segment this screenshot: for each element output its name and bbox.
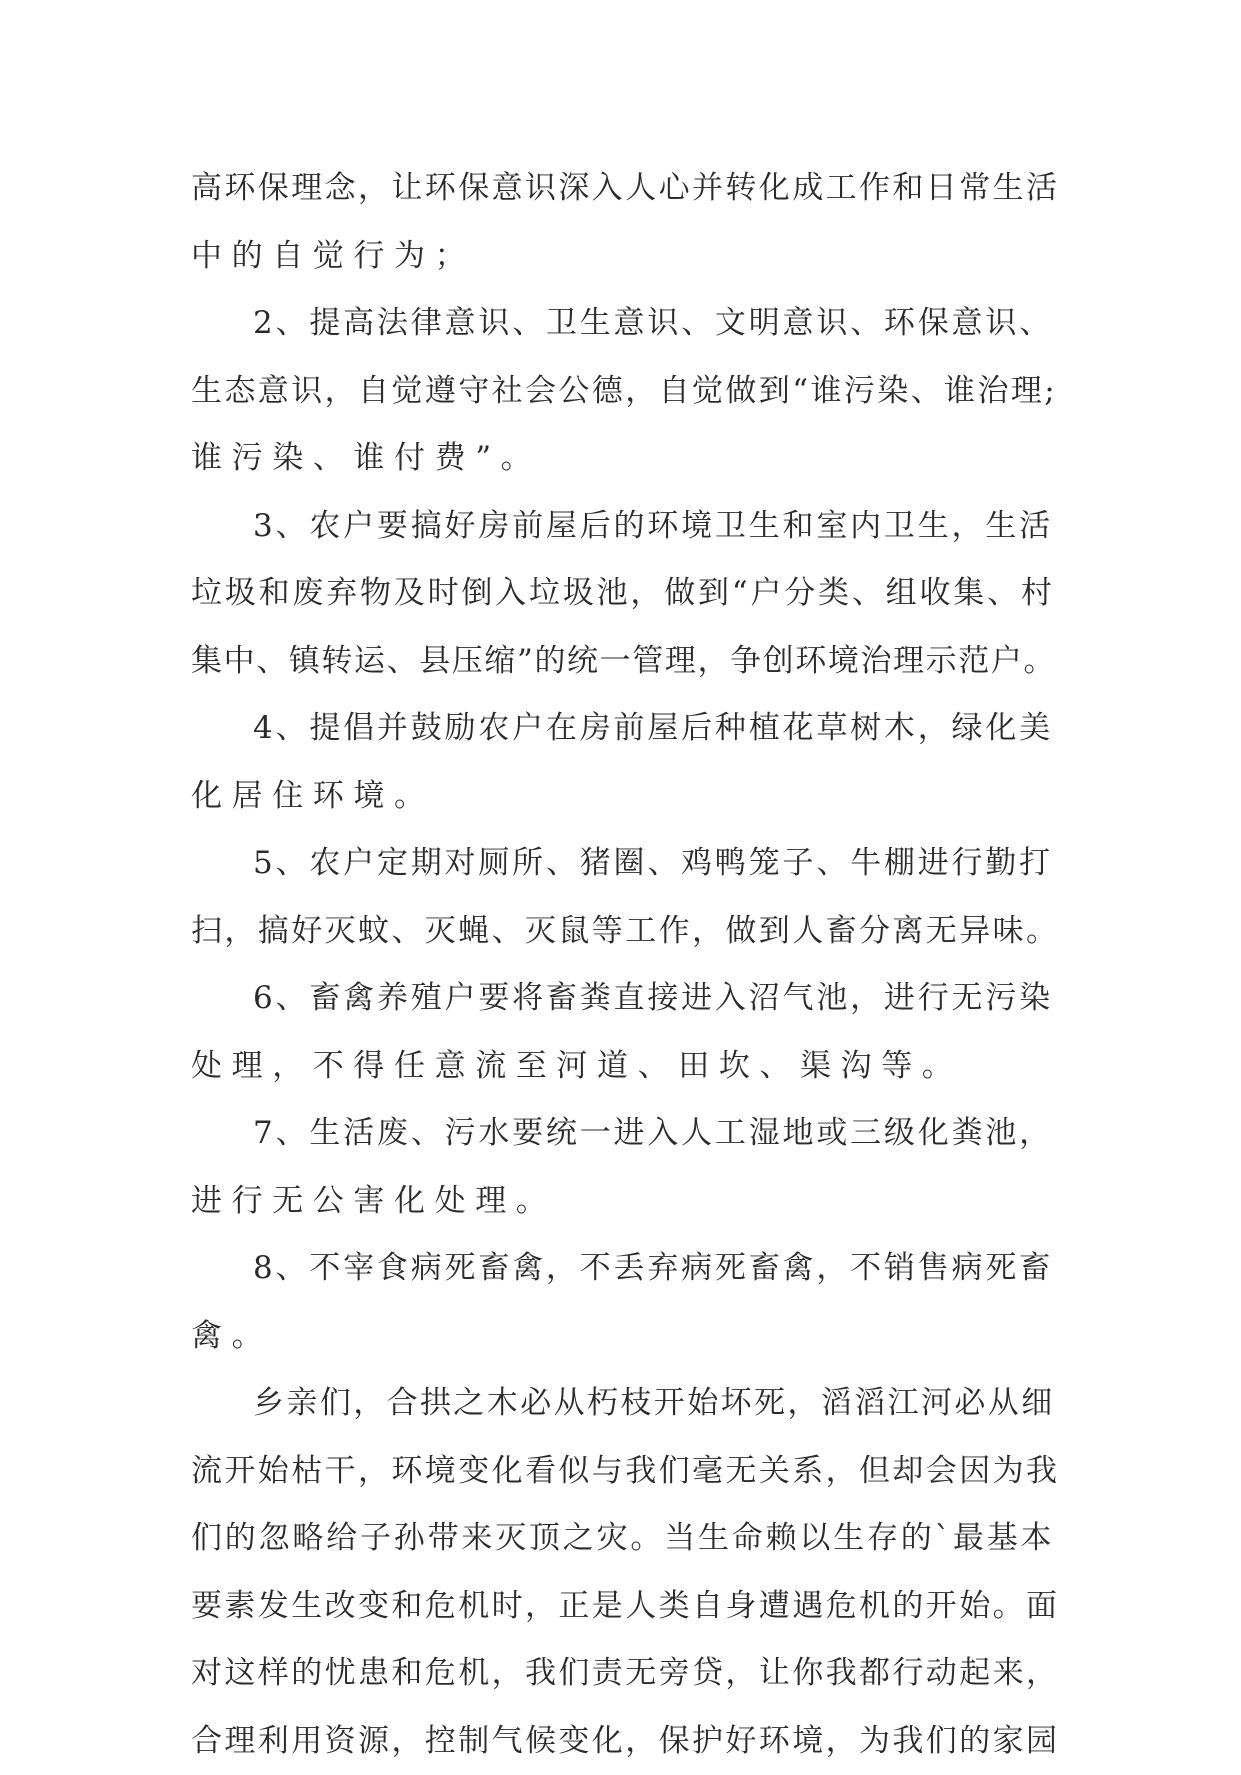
text-line: 乡亲们，合拱之木必从朽枝开始坏死，滔滔江河必从细 bbox=[191, 1370, 1061, 1438]
text-line: 4、提倡并鼓励农户在房前屋后种植花草树木，绿化美 bbox=[191, 695, 1061, 763]
text-line: 化居住环境。 bbox=[191, 763, 1061, 831]
text-line: 中的自觉行为； bbox=[191, 223, 1061, 291]
text-line: 生态意识，自觉遵守社会公德，自觉做到“谁污染、谁治理; bbox=[191, 358, 1061, 426]
text-line: 集中、镇转运、县压缩”的统一管理，争创环境治理示范户。 bbox=[191, 628, 1061, 696]
text-line: 高环保理念，让环保意识深入人心并转化成工作和日常生活 bbox=[191, 155, 1061, 223]
text-line: 7、生活废、污水要统一进入人工湿地或三级化粪池， bbox=[191, 1100, 1061, 1168]
text-line: 2、提高法律意识、卫生意识、文明意识、环保意识、 bbox=[191, 290, 1061, 358]
text-line: 要素发生改变和危机时，正是人类自身遭遇危机的开始。面 bbox=[191, 1573, 1061, 1641]
text-line: 进行无公害化处理。 bbox=[191, 1168, 1061, 1236]
text-line: 流开始枯干，环境变化看似与我们毫无关系，但却会因为我 bbox=[191, 1438, 1061, 1506]
text-line: 5、农户定期对厕所、猪圈、鸡鸭笼子、牛棚进行勤打 bbox=[191, 830, 1061, 898]
text-line: 对这样的忧患和危机，我们责无旁贷，让你我都行动起来， bbox=[191, 1640, 1061, 1708]
text-line: 们的忽略给子孙带来灭顶之灾。当生命赖以生存的`最基本 bbox=[191, 1505, 1061, 1573]
text-line: 8、不宰食病死畜禽，不丢弃病死畜禽，不销售病死畜 bbox=[191, 1235, 1061, 1303]
text-line: 谁污染、谁付费”。 bbox=[191, 425, 1061, 493]
text-line: 垃圾和废弃物及时倒入垃圾池，做到“户分类、组收集、村 bbox=[191, 560, 1061, 628]
text-line: 3、农户要搞好房前屋后的环境卫生和室内卫生，生活 bbox=[191, 493, 1061, 561]
text-line: 处理，不得任意流至河道、田坎、渠沟等。 bbox=[191, 1033, 1061, 1101]
body-text bbox=[191, 155, 1061, 1775]
text-line: 合理利用资源，控制气候变化，保护好环境，为我们的家园 bbox=[191, 1708, 1061, 1775]
text-line: 扫，搞好灭蚊、灭蝇、灭鼠等工作，做到人畜分离无异味。 bbox=[191, 898, 1061, 966]
text-line: 6、畜禽养殖户要将畜粪直接进入沼气池，进行无污染 bbox=[191, 965, 1061, 1033]
text-line: 禽。 bbox=[191, 1303, 1061, 1371]
